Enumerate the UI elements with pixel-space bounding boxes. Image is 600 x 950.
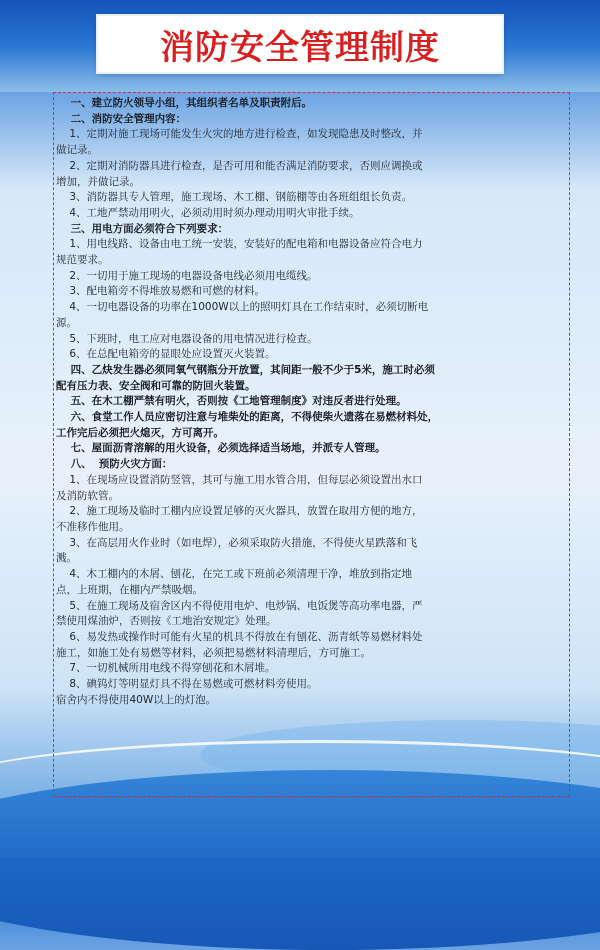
section-heading-line: 工作完后必须把火熄灭，方可离开。 bbox=[56, 426, 224, 439]
page-title: 消防安全管理制度 bbox=[160, 27, 440, 68]
body-text-line: 施工，如施工处有易燃等材料，必须把易燃材料清理后，方可施工。 bbox=[56, 646, 371, 659]
body-text-line: 3、在高层用火作业时（如电焊），必须采取防火措施，不得使火星跌落和飞 bbox=[56, 536, 418, 549]
footer-wave bbox=[0, 770, 600, 950]
body-text-line: 5、在施工现场及宿舍区内不得使用电炉、电炒锅、电饭煲等高功率电器，严 bbox=[56, 599, 423, 612]
section-heading-line: 三、用电方面必须符合下列要求： bbox=[56, 222, 229, 235]
body-text-line: 1、在现场应设置消防竖管，其可与施工用水管合用，但每层必须设置出水口 bbox=[56, 473, 423, 486]
section-heading-line: 八、 预防火灾方面： bbox=[56, 458, 173, 471]
body-text-line: 4、一切电器设备的功率在1000W以上的照明灯具在工作结束时，必须切断电 bbox=[56, 301, 429, 314]
body-text-line: 规范要求。 bbox=[56, 254, 109, 267]
body-text-line: 不准移作他用。 bbox=[56, 520, 130, 533]
body-text-line: 禁使用煤油炉，否则按《工地治安规定》处理。 bbox=[56, 615, 277, 628]
body-text-line: 3、配电箱旁不得堆放易燃和可燃的材料。 bbox=[56, 285, 266, 298]
body-text-line: 宿舍内不得使用40W以上的灯泡。 bbox=[56, 693, 217, 706]
body-text-line: 4、木工棚内的木屑、刨花，在完工或下班前必须清理干净，堆放到指定地 bbox=[56, 568, 413, 581]
body-text-line: 2、施工现场及临时工棚内应设置足够的灭火器具，放置在取用方便的地方， bbox=[56, 505, 423, 518]
section-heading-line: 七、屋面沥青溶解的用火设备，必须选择适当场地，并派专人管理。 bbox=[56, 442, 386, 455]
body-text-line: 5、下班时，电工应对电器设备的用电情况进行检查。 bbox=[56, 332, 318, 345]
body-text-line: 6、在总配电箱旁的显眼处应设置灭火装置。 bbox=[56, 348, 276, 361]
body-text-line: 8、碘钨灯等明显灯具不得在易燃或可燃材料旁使用。 bbox=[56, 678, 318, 691]
body-text-line: 增加，并做记录。 bbox=[56, 175, 140, 188]
body-text-line: 做记录。 bbox=[56, 144, 98, 157]
body-text-line: 1、定期对施工现场可能发生火灾的地方进行检查，如发现隐患及时整改，并 bbox=[56, 128, 423, 141]
section-heading-line: 一、建立防火领导小组，其组织者名单及职责附后。 bbox=[56, 97, 313, 109]
body-text-line: 点，上班期，在棚内严禁吸烟。 bbox=[56, 583, 203, 596]
body-text-line: 溅。 bbox=[56, 552, 77, 565]
body-text-line: 7、一切机械所用电线不得穿刨花和木屑堆。 bbox=[56, 662, 276, 675]
body-text-line: 2、定期对消防器具进行检查，是否可用和能否满足消防要求，否则应调换或 bbox=[56, 159, 423, 172]
section-heading-line: 六、食堂工作人员应密切注意与堆柴处的距离，不得使柴火遗落在易燃材料处， bbox=[56, 411, 439, 424]
body-text-line: 1、用电线路、设备由电工统一安装，安装好的配电箱和电器设备应符合电力 bbox=[56, 238, 423, 251]
body-text-line: 6、易发热或操作时可能有火星的机具不得放在有刨花、沥青纸等易燃材料处 bbox=[56, 630, 423, 643]
body-text-line: 2、一切用于施工现场的电器设备电线必须用电缆线。 bbox=[56, 269, 318, 282]
body-text-line: 源。 bbox=[56, 316, 77, 329]
section-heading-line: 二、消防安全管理内容： bbox=[56, 112, 187, 125]
section-heading-line: 配有压力表、安全阀和可靠的防回火装置。 bbox=[56, 379, 256, 392]
body-text-line: 4、工地严禁动用明火，必须动用时须办理动用明火审批手续。 bbox=[56, 206, 360, 219]
regulation-body bbox=[56, 96, 576, 708]
body-text-line: 及消防软管。 bbox=[56, 489, 119, 502]
section-heading-line: 四、乙炔发生器必须同氧气钢瓶分开放置，其间距一般不少于5米，施工时必须 bbox=[56, 363, 435, 376]
section-heading-line: 五、在木工棚严禁有明火，否则按《工地管理制度》对违反者进行处理。 bbox=[56, 395, 407, 408]
body-text-line: 3、消防器具专人管理，施工现场、木工棚、钢筋棚等由各班组组长负责。 bbox=[56, 191, 413, 204]
title-box bbox=[98, 16, 502, 72]
